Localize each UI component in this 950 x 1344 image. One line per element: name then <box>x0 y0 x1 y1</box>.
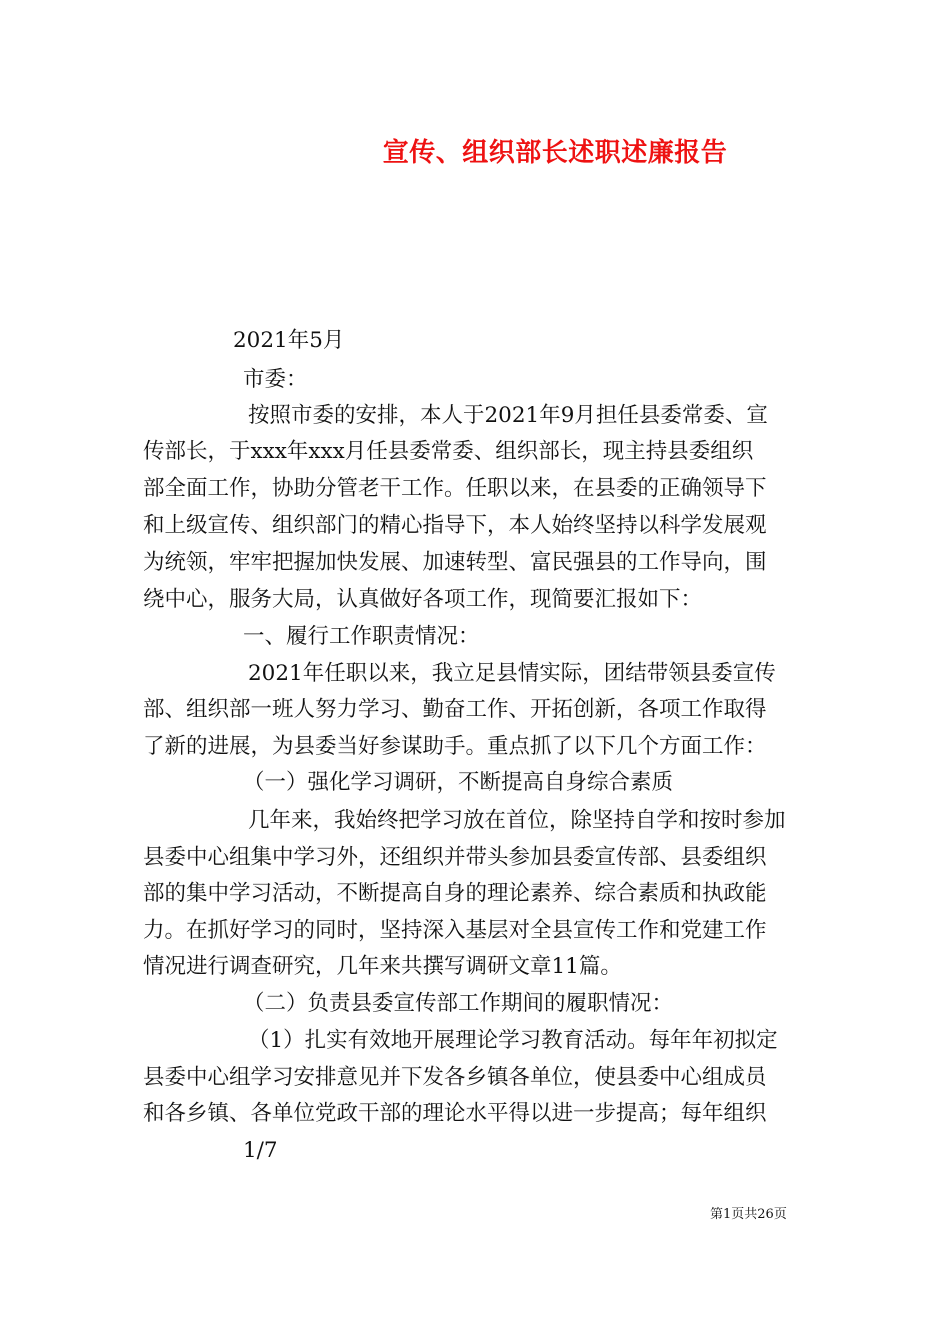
paragraph-line: 和各乡镇、各单位党政干部的理论水平得以进一步提高；每年组织 <box>143 1101 767 1126</box>
paragraph-line: 几年来，我始终把学习放在首位，除坚持自学和按时参加 <box>248 808 786 833</box>
paragraph-line: 传部长，于xxx年xxx月任县委常委、组织部长，现主持县委组织 <box>143 439 754 464</box>
paragraph-line: 为统领，牢牢把握加快发展、加速转型、富民强县的工作导向，围 <box>143 550 767 575</box>
document-title: 宣传、组织部长述职述廉报告 <box>382 138 728 168</box>
paragraph-line: 县委中心组学习安排意见并下发各乡镇各单位，使县委中心组成员 <box>143 1065 767 1090</box>
paragraph-line: 部、组织部一班人努力学习、勤奋工作、开拓创新，各项工作取得 <box>143 697 767 722</box>
paragraph-line: 部全面工作，协助分管老干工作。任职以来，在县委的正确领导下 <box>143 476 767 501</box>
paragraph-line: 和上级宣传、组织部门的精心指导下，本人始终坚持以科学发展观 <box>143 513 767 538</box>
salutation: 市委： <box>243 367 308 392</box>
paragraph-line: 部的集中学习活动，不断提高自身的理论素养、综合素质和执政能 <box>143 881 767 906</box>
date-line: 2021年5月 <box>233 328 345 353</box>
paragraph-line: 绕中心，服务大局，认真做好各项工作，现简要汇报如下： <box>143 587 703 612</box>
subsection-heading: （一）强化学习调研，不断提高自身综合素质 <box>243 770 674 795</box>
paragraph-line: 力。在抓好学习的同时，坚持深入基层对全县宣传工作和党建工作 <box>143 918 767 943</box>
paragraph-line: 了新的进展，为县委当好参谋助手。重点抓了以下几个方面工作： <box>143 734 767 759</box>
subsection-heading: （二）负责县委宣传部工作期间的履职情况： <box>243 991 674 1016</box>
paragraph-line: （1）扎实有效地开展理论学习教育活动。每年年初拟定 <box>248 1028 778 1053</box>
page-footer: 第1页共26页 <box>710 1207 787 1222</box>
paragraph-line: 情况进行调查研究，几年来共撰写调研文章11篇。 <box>143 954 622 979</box>
paragraph-line: 县委中心组集中学习外，还组织并带头参加县委宣传部、县委组织 <box>143 845 767 870</box>
inner-page-number: 1/7 <box>243 1138 278 1163</box>
section-heading: 一、履行工作职责情况： <box>243 624 480 649</box>
paragraph-line: 按照市委的安排，本人于2021年9月担任县委常委、宣 <box>248 403 768 428</box>
paragraph-line: 2021年任职以来，我立足县情实际，团结带领县委宣传 <box>248 661 776 686</box>
